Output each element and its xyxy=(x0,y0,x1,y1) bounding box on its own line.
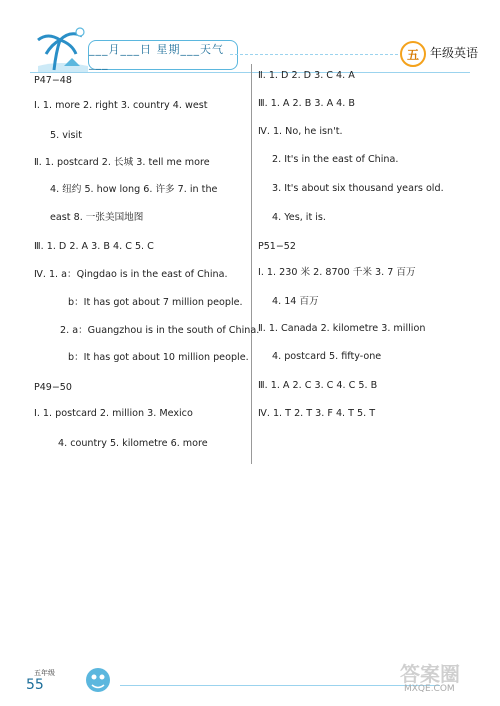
column-divider xyxy=(251,64,252,464)
mascot-illustration xyxy=(80,662,116,698)
answer-line: Ⅲ. 1. D 2. A 3. B 4. C 5. C xyxy=(34,241,154,252)
section-heading: P49−50 xyxy=(34,382,72,393)
header-divider xyxy=(230,54,398,55)
page-number: 55 xyxy=(26,677,44,693)
answer-line: 4. 纽约 5. how long 6. 许多 7. in the xyxy=(50,184,218,195)
answer-line: 4. Yes, it is. xyxy=(272,212,326,223)
answer-line: Ⅰ. 1. 230 米 2. 8700 千米 3. 7 百万 xyxy=(258,267,416,278)
answer-line: Ⅲ. 1. A 2. C 3. C 4. C 5. B xyxy=(258,380,378,391)
answer-line: Ⅰ. 1. postcard 2. million 3. Mexico xyxy=(34,408,193,419)
answer-line: 4. postcard 5. fifty-one xyxy=(272,351,382,362)
section-heading: P47−48 xyxy=(34,75,72,86)
watermark-url: MXQE.COM xyxy=(404,684,455,694)
answer-line: b：It has got about 10 million people. xyxy=(68,352,249,363)
header-underline xyxy=(30,72,470,73)
answer-line: 4. 14 百万 xyxy=(272,296,319,307)
answer-line: Ⅱ. 1. D 2. D 3. C 4. A xyxy=(258,70,355,81)
watermark-logo: 答案圈 xyxy=(400,662,460,686)
grade-subject-label: 年级英语 xyxy=(430,46,479,60)
answer-line: 2. a：Guangzhou is in the south of China. xyxy=(60,325,260,336)
answer-line: b：It has got about 7 million people. xyxy=(68,297,243,308)
grade-badge: 五 xyxy=(400,41,426,67)
answer-line: 2. It's in the east of China. xyxy=(272,154,399,165)
answer-line: Ⅲ. 1. A 2. B 3. A 4. B xyxy=(258,98,355,109)
palm-tree-illustration xyxy=(30,26,92,74)
date-weather-field: ___月___日 星期___天气___ xyxy=(88,40,238,70)
answer-line: 4. country 5. kilometre 6. more xyxy=(58,438,208,449)
footer-grade: 五年级 xyxy=(34,669,55,677)
footer-line xyxy=(120,685,440,686)
answer-line: Ⅱ. 1. postcard 2. 长城 3. tell me more xyxy=(34,157,210,168)
section-heading: P51−52 xyxy=(258,241,296,252)
answer-line: Ⅳ. 1. No, he isn't. xyxy=(258,126,343,137)
answer-line: east 8. 一张美国地图 xyxy=(50,212,144,223)
answer-line: Ⅳ. 1. a：Qingdao is in the east of China. xyxy=(34,269,228,280)
answer-line: Ⅳ. 1. T 2. T 3. F 4. T 5. T xyxy=(258,408,376,419)
answer-line: 5. visit xyxy=(50,130,82,141)
answer-line: Ⅰ. 1. more 2. right 3. country 4. west xyxy=(34,100,208,111)
answer-line: 3. It's about six thousand years old. xyxy=(272,183,444,194)
answer-line: Ⅱ. 1. Canada 2. kilometre 3. million xyxy=(258,323,426,334)
